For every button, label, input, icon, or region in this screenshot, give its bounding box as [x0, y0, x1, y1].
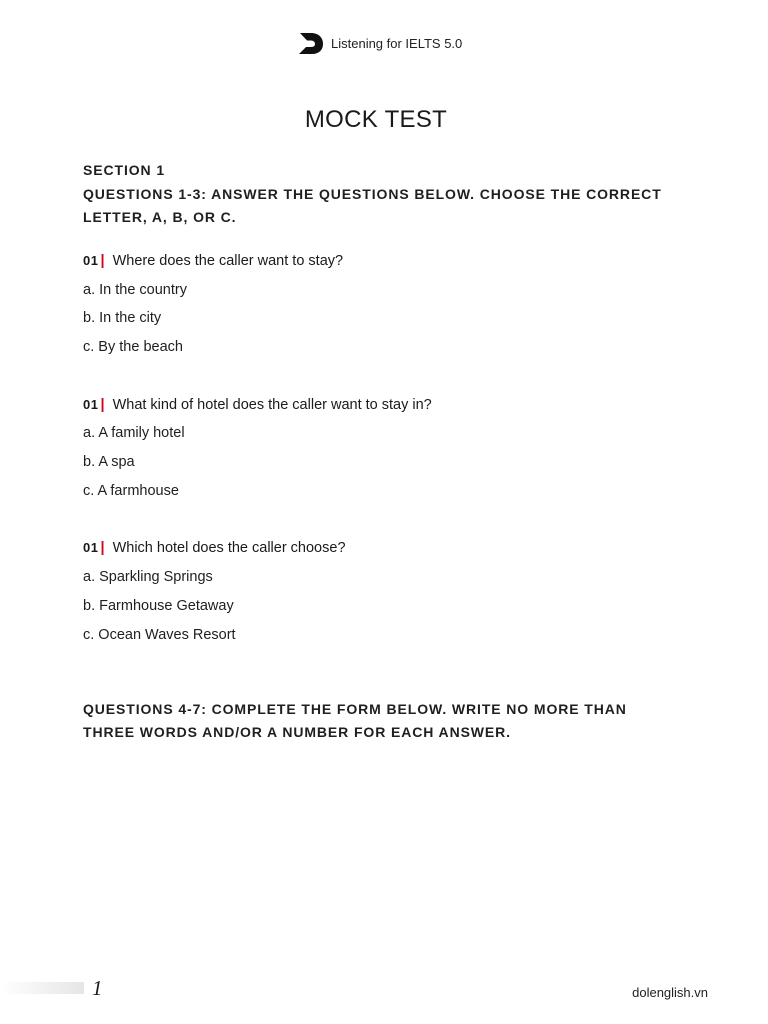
question-divider: | — [100, 253, 105, 269]
instructions-1-line-2: LETTER, A, B, OR C. — [83, 209, 237, 225]
instructions-2-line-2: THREE WORDS AND/OR A NUMBER FOR EACH ANSWER. — [83, 724, 511, 740]
question-text: Which hotel does the caller choose? — [112, 540, 346, 556]
question-number: 01 — [83, 540, 99, 555]
question-text: Where does the caller want to stay? — [112, 253, 344, 269]
option-1c: c. By the beach — [83, 339, 183, 355]
question-1 — [83, 253, 343, 269]
section-label: SECTION 1 — [83, 162, 166, 178]
question-2 — [83, 397, 432, 413]
instructions-2-line-1: QUESTIONS 4-7: COMPLETE THE FORM BELOW. WRITE NO MORE THAN — [83, 701, 627, 717]
question-number: 01 — [83, 397, 99, 412]
page-number: 1 — [92, 976, 103, 1000]
option-1a: a. In the country — [83, 282, 187, 298]
option-3c: c. Ocean Waves Resort — [83, 627, 236, 643]
header-title: Listening for IELTS 5.0 — [331, 36, 463, 51]
dol-logo-icon — [298, 30, 324, 56]
instructions-1-line-1: QUESTIONS 1-3: ANSWER THE QUESTIONS BELOW. CHOOSE THE CORRECT — [83, 186, 662, 202]
question-number: 01 — [83, 253, 99, 268]
question-divider: | — [100, 397, 105, 413]
page-header — [0, 30, 768, 58]
option-2c: c. A farmhouse — [83, 483, 179, 499]
question-3 — [83, 540, 346, 556]
footer-stripe — [0, 982, 84, 994]
option-3b: b. Farmhouse Getaway — [83, 598, 234, 614]
question-divider: | — [100, 540, 105, 556]
option-1b: b. In the city — [83, 310, 162, 326]
option-2b: b. A spa — [83, 454, 135, 470]
question-text: What kind of hotel does the caller want to stay in? — [112, 397, 432, 413]
option-2a: a. A family hotel — [83, 425, 185, 441]
option-3a: a. Sparkling Springs — [83, 569, 213, 585]
page-title: MOCK TEST — [304, 106, 448, 133]
footer-site: dolenglish.vn — [632, 985, 708, 1000]
